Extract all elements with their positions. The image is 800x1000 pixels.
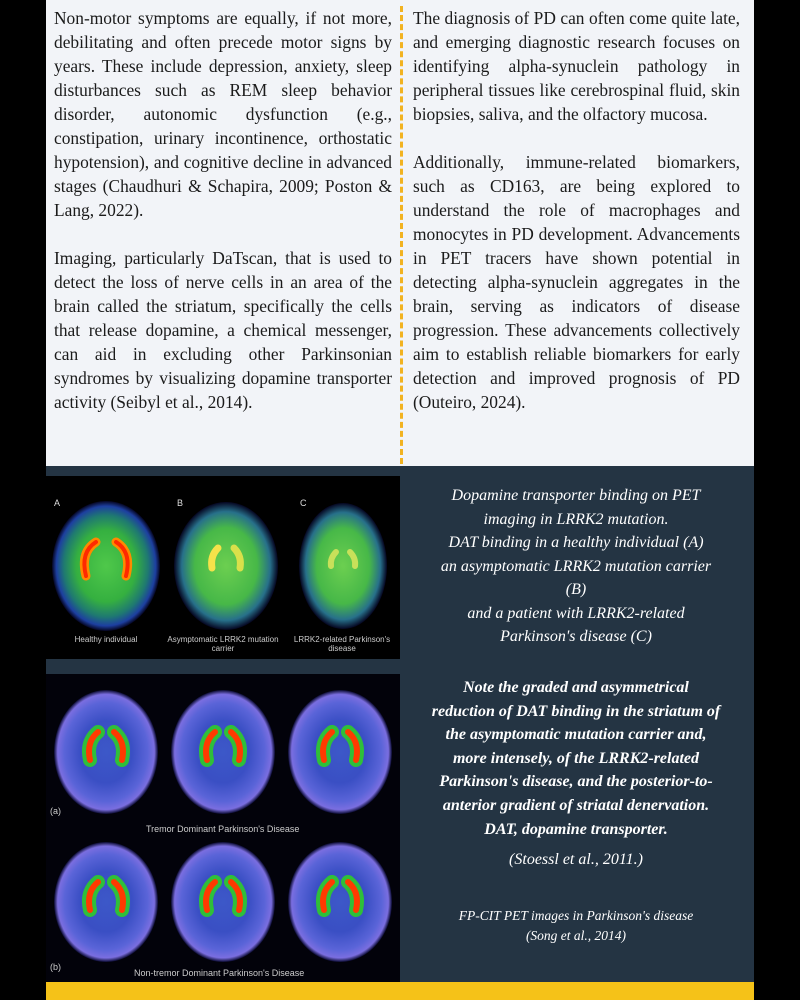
panel-label-b: Asymptomatic LRRK2 mutation carrier	[167, 635, 279, 653]
figure1-note	[408, 676, 744, 841]
caption-line: Parkinson's disease (C)	[500, 628, 652, 645]
strip-a-tag: (a)	[50, 806, 61, 816]
strip-b-label: Non-tremor Dominant Parkinson's Disease	[134, 968, 305, 978]
caption-line: (Song et al., 2014)	[525, 928, 627, 943]
caption-line: (B)	[565, 581, 587, 598]
panel-letter-b: B	[177, 498, 184, 508]
paragraph-imaging: Imaging, particularly DaTscan, that is used to detect the loss of nerve cells in an area of the brain called the striatum, specifically the cells that release dopamine, a chemical messenger, can aid in excluding other Parkinsonian syndromes by visualizing dopamine transporter activity (Seibyl et al., 2014).	[54, 248, 392, 412]
figure1-reference: (Stoessl et al., 2011.)	[509, 851, 643, 868]
note-line: the asymptomatic mutation carrier and,	[445, 726, 707, 744]
figure2-caption	[408, 906, 744, 946]
column-divider	[400, 6, 403, 464]
strip-a-label: Tremor Dominant Parkinson's Disease	[146, 824, 300, 834]
caption-line: DAT binding in a healthy individual (A)	[448, 534, 704, 551]
panel-letter-c: C	[300, 498, 307, 508]
dat-pet-image	[46, 476, 400, 659]
caption-line: Dopamine transporter binding on PET	[451, 487, 701, 504]
figure1-caption	[408, 484, 744, 649]
footer-bar	[46, 982, 754, 1000]
note-line: Note the graded and asymmetrical	[463, 679, 689, 696]
panel-letter-a: A	[54, 498, 61, 508]
page	[46, 0, 754, 1000]
panel-label-a: Healthy individual	[74, 635, 138, 644]
caption-line: an asymptomatic LRRK2 mutation carrier	[440, 557, 712, 575]
note-line: anterior gradient of striatal denervation.	[442, 796, 710, 814]
strip-b-tag: (b)	[50, 962, 61, 972]
panel-label-c: LRRK2-related Parkinson's disease	[293, 635, 391, 653]
caption-line: and a patient with LRRK2-related	[467, 604, 685, 622]
note-line: Parkinson's disease, and the posterior-to-	[439, 773, 713, 791]
paragraph-diagnosis: The diagnosis of PD can often come quite late, and emerging diagnostic research focuses on identifying alpha-synuclein pathology in peripheral tissues like cerebrospinal fluid, skin biopsies, saliva, and the olfactory mucosa.	[413, 8, 740, 124]
note-line: DAT, dopamine transporter.	[484, 820, 668, 838]
figure-panel	[46, 466, 754, 982]
caption-line: FP-CIT PET images in Parkinson's disease	[458, 908, 694, 923]
dat-pet-scans	[46, 476, 400, 659]
right-column	[413, 6, 740, 438]
paragraph-biomarkers: Additionally, immune-related biomarkers, such as CD163, are being explored to understand the role of macrophages and monocytes in PD development. Advancements in PET tracers have shown potential in detecting alpha-synuclein aggregates in the brain, serving as indicators of disease progression. These advancements collectively aim to establish reliable biomarkers for early detection and improved prognosis of PD (Outeiro, 2024).	[413, 152, 740, 412]
paragraph-non-motor: Non-motor symptoms are equally, if not more, debilitating and often precede motor signs by years. These include depression, anxiety, sleep disturbances such as REM sleep behavior disorder, autonomic dysfunction (e.g., constipation, urinary incontinence, orthostatic hypotension), and cognitive decline in advanced stages (Chaudhuri & Schapira, 2009; Poston & Lang, 2022).	[54, 8, 392, 220]
left-column	[54, 6, 392, 438]
fp-cit-pet-image	[46, 674, 400, 982]
note-line: more intensely, of the LRRK2-related	[452, 749, 700, 767]
caption-line: imaging in LRRK2 mutation.	[483, 510, 669, 528]
note-line: reduction of DAT binding in the striatum of	[431, 702, 721, 720]
